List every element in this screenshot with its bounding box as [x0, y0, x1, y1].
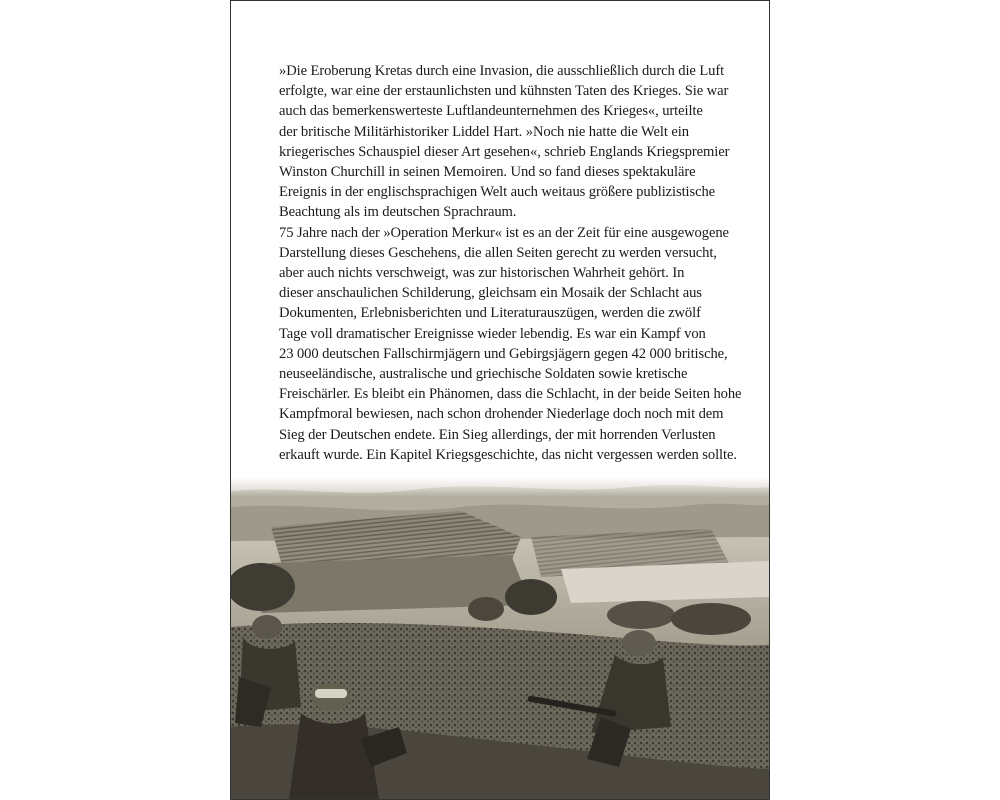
blurb-line: der britische Militärhistoriker Liddel Hart. »Noch nie hatte die Welt ein	[279, 123, 689, 140]
blurb-line: Dokumenten, Erlebnisberichten und Literaturauszügen, werden die zwölf	[279, 305, 701, 322]
blurb-line: Freischärler. Es bleibt ein Phänomen, dass die Schlacht, in der beide Seiten hohe	[279, 386, 742, 403]
blurb-line: Tage voll dramatischer Ereignisse wieder lebendig. Es war ein Kampf von	[279, 325, 706, 342]
blurb-line: kriegerisches Schauspiel dieser Art gesehen«, schrieb Englands Kriegspremier	[279, 143, 730, 160]
blurb-line: erfolgte, war eine der erstaunlichsten und kühnsten Taten des Krieges. Sie war	[279, 83, 729, 100]
battle-photo	[231, 477, 769, 799]
blurb-line: 75 Jahre nach der »Operation Merkur« ist es an der Zeit für eine ausgewogene	[279, 224, 729, 241]
blurb-line: dieser anschaulichen Schilderung, gleichsam ein Mosaik der Schlacht aus	[279, 285, 702, 302]
blurb-text	[279, 61, 749, 465]
blurb-line: Ereignis in der englischsprachigen Welt auch weitaus größere publizistische	[279, 184, 716, 201]
blurb-line: Winston Churchill in seinen Memoiren. Und so fand dieses spektakuläre	[279, 164, 696, 181]
blurb-line: auch das bemerkenswerteste Luftlandeunternehmen des Krieges«, urteilte	[279, 103, 703, 120]
blurb-line: Kampfmoral bewiesen, nach schon drohender Niederlage doch noch mit dem	[279, 406, 724, 423]
back-cover-page	[230, 0, 770, 800]
blurb-line: aber auch nichts verschweigt, was zur historischen Wahrheit gehört. In	[279, 265, 685, 282]
blurb-line: Darstellung dieses Geschehens, die allen Seiten gerecht zu werden versucht,	[279, 244, 717, 261]
blurb-line: 23 000 deutschen Fallschirmjägern und Gebirgsjägern gegen 42 000 britische,	[279, 345, 728, 362]
blurb-line: Beachtung als im deutschen Sprachraum.	[279, 204, 517, 221]
blurb-line: Sieg der Deutschen endete. Ein Sieg allerdings, der mit horrenden Verlusten	[279, 426, 716, 443]
blurb-line: neuseeländische, australische und griechische Soldaten sowie kretische	[279, 366, 688, 383]
blurb-line: »Die Eroberung Kretas durch eine Invasion, die ausschließlich durch die Luft	[279, 63, 725, 79]
blurb-line: erkauft wurde. Ein Kapitel Kriegsgeschichte, das nicht vergessen werden sollte.	[279, 446, 737, 463]
